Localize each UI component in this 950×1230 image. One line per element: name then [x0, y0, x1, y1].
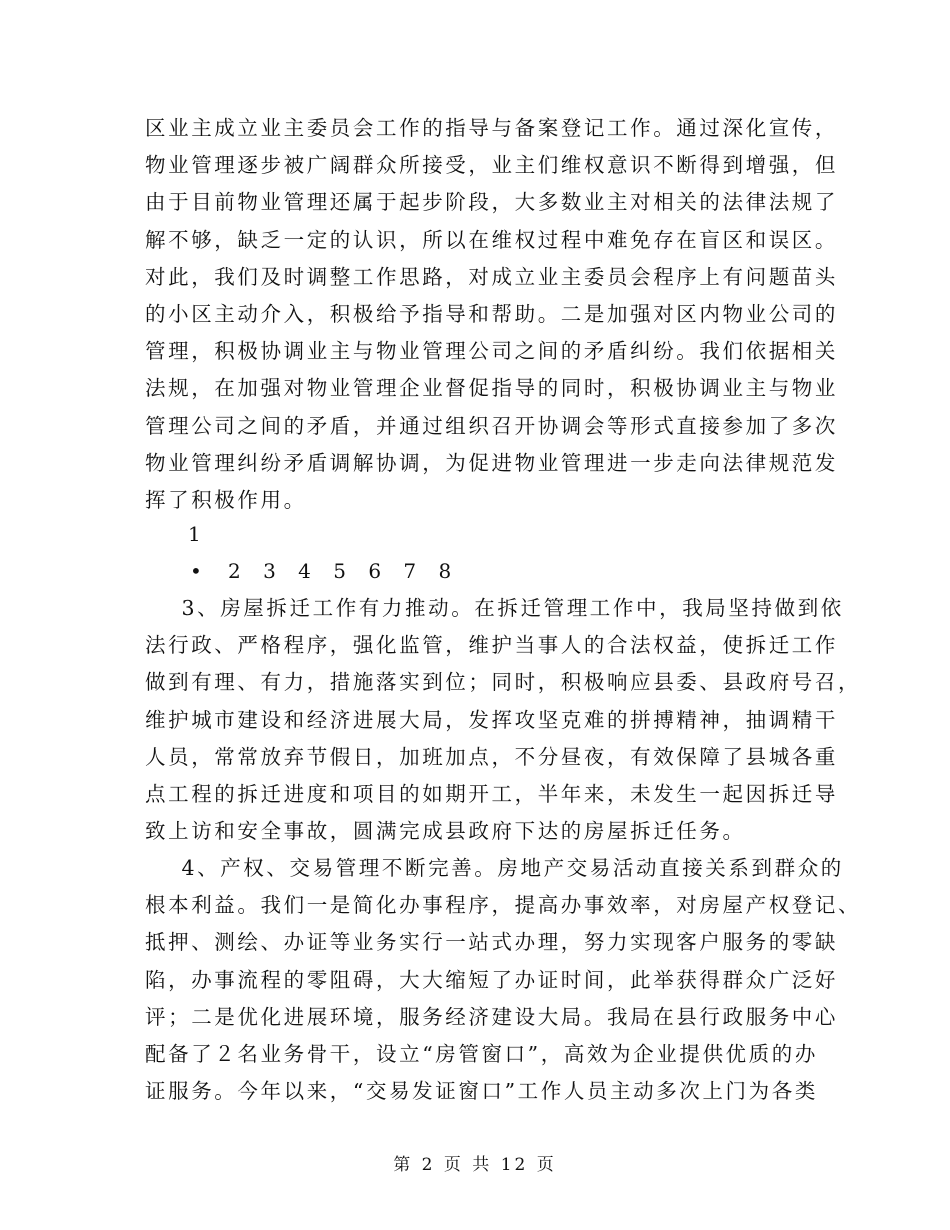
text-line: 物业管理纠纷矛盾调解协调，为促进物业管理进一步走向法律规范发	[145, 450, 838, 475]
text-line: 做到有理、有力，措施落实到位；同时，积极响应县委、县政府号召，	[145, 670, 862, 695]
bullet-icon: •	[190, 559, 202, 583]
text-line: 管理公司之间的矛盾，并通过组织召开协调会等形式直接参加了多次	[145, 413, 838, 438]
paragraph-3	[145, 590, 862, 850]
text-line: 的小区主动介入，积极给予指导和帮助。二是加强对区内物业公司的	[145, 302, 838, 327]
text-line: 对此，我们及时调整工作思路，对成立业主委员会程序上有问题苗头	[145, 264, 838, 289]
page-links[interactable]: 2 3 4 5 6 7 8	[228, 559, 460, 583]
text-line: 管理，积极协调业主与物业管理公司之间的矛盾纠纷。我们依据相关	[145, 339, 838, 364]
text-line: 配备了２名业务骨干，设立“房管窗口”，高效为企业提供优质的办	[145, 1042, 818, 1067]
text-line: 由于目前物业管理还属于起步阶段，大多数业主对相关的法律法规了	[145, 190, 838, 215]
text-line: 证服务。今年以来，“交易发证窗口”工作人员主动多次上门为各类	[145, 1079, 818, 1104]
text-line: 法规，在加强对物业管理企业督促指导的同时，积极协调业主与物业	[145, 376, 838, 401]
text-line: 法行政、严格程序，强化监管，维护当事人的合法权益，使拆迁工作	[145, 633, 838, 658]
page-link-current[interactable]: 1	[188, 522, 201, 546]
paragraph-continued	[145, 110, 838, 519]
page-footer: 第 2 页 共 12 页	[393, 1155, 557, 1175]
text-line: 区业主成立业主委员会工作的指导与备案登记工作。通过深化宣传，	[145, 116, 838, 140]
text-line: 维护城市建设和经济进展大局，发挥攻坚克难的拼搏精神，抽调精干	[145, 707, 838, 732]
text-line: 陷，办事流程的零阻碍，大大缩短了办证时间，此举获得群众广泛好	[145, 967, 838, 992]
pagination-list	[190, 553, 459, 590]
text-line: 抵押、测绘、办证等业务实行一站式办理，努力实现客户服务的零缺	[145, 930, 838, 955]
text-line: 致上访和安全事故，圆满完成县政府下达的房屋拆迁任务。	[145, 819, 746, 844]
text-line: 4、产权、交易管理不断完善。房地产交易活动直接关系到群众的	[145, 856, 844, 880]
paragraph-4	[145, 850, 862, 1110]
text-line: 挥了积极作用。	[145, 488, 307, 513]
text-line: 物业管理逐步被广阔群众所接受，业主们维权意识不断得到增强，但	[145, 153, 838, 178]
text-line: 3、房屋拆迁工作有力推动。在拆迁管理工作中，我局坚持做到依	[145, 596, 844, 620]
text-line: 评；二是优化进展环境，服务经济建设大局。我局在县行政服务中心	[145, 1004, 838, 1029]
text-line: 人员，常常放弃节假日，加班加点，不分昼夜，有效保障了县城各重	[145, 744, 838, 769]
text-line: 根本利益。我们一是简化办事程序，提高办事效率，对房屋产权登记、	[145, 893, 862, 918]
text-line: 点工程的拆迁进度和项目的如期开工，半年来，未发生一起因拆迁导	[145, 782, 838, 807]
text-line: 解不够，缺乏一定的认识，所以在维权过程中难免存在盲区和误区。	[145, 227, 838, 252]
